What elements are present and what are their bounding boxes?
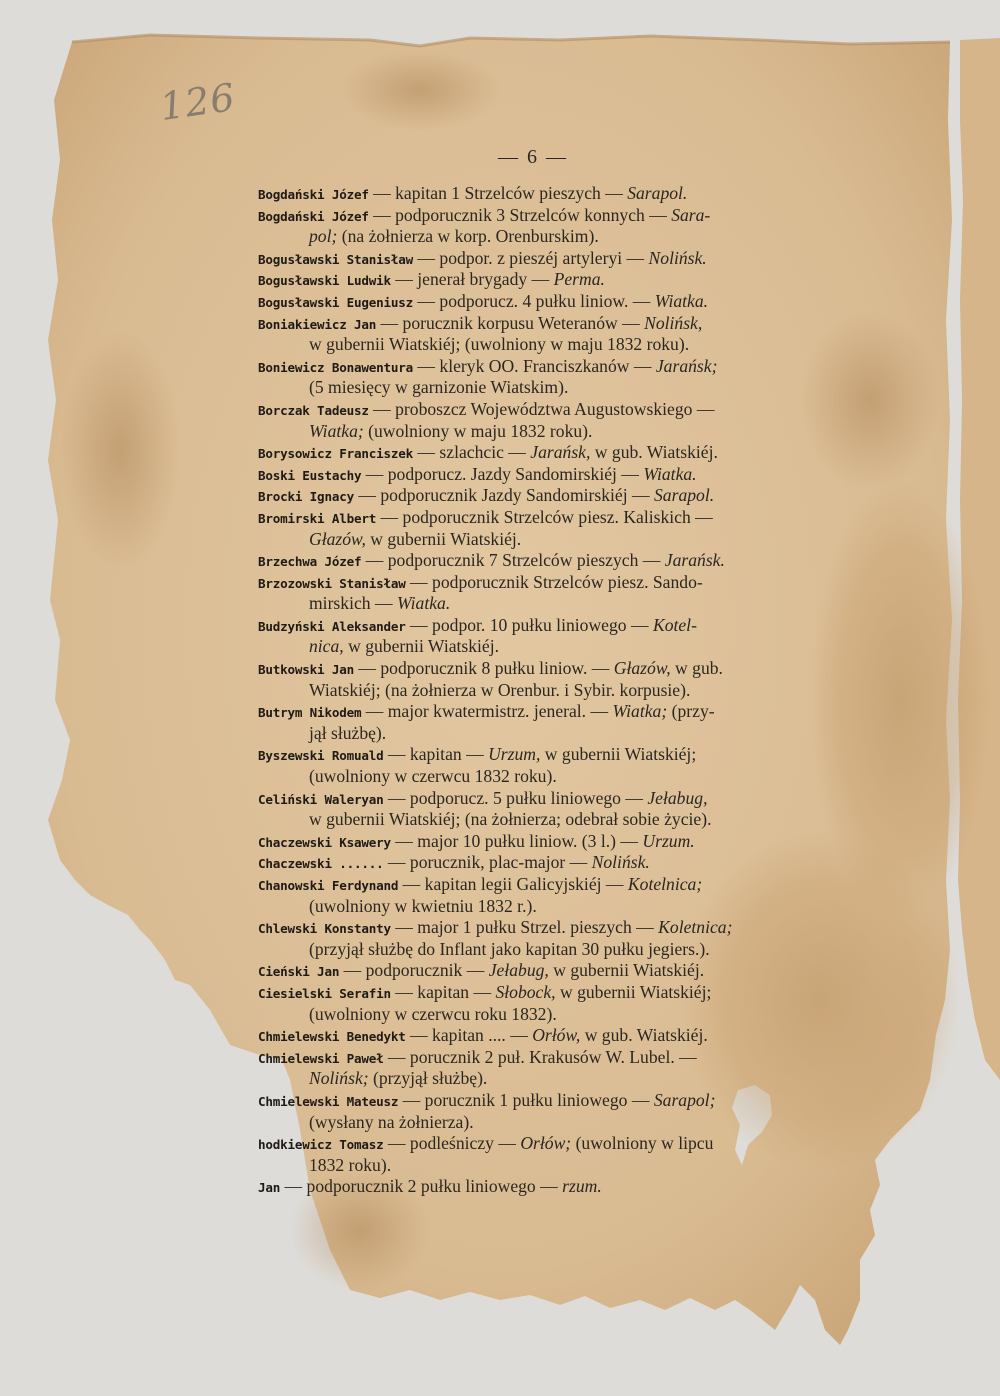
entry-line — [258, 1176, 840, 1198]
entry-text: — porucznik korpusu Weteranów — — [376, 312, 645, 333]
entry-line — [258, 788, 840, 810]
person-name: Bogusławski Ludwik — [258, 273, 391, 289]
entry-line — [258, 507, 840, 529]
entry-text: w gubernii Wiatskiéj; — [555, 981, 712, 1002]
entry-text: — podpor. z pieszéj artyleryi — — [413, 247, 649, 268]
entry-text: — major kwatermistrz. jeneral. — — [361, 701, 613, 722]
entry-text: (przyjął służbę). — [368, 1068, 488, 1089]
person-name: Jan — [258, 1180, 281, 1196]
entry-text: — podporucz. 5 pułku liniowego — — [383, 787, 648, 808]
entry-line — [258, 874, 840, 896]
entry-text: — porucznik, plac-major — — [383, 852, 592, 873]
place-name: Nolińsk. — [648, 247, 707, 268]
entry-line — [258, 658, 840, 680]
entry-text: w gub. Wiatskiéj. — [590, 442, 718, 463]
entry-continuation-line — [258, 896, 840, 918]
person-name: Bogusławski Eugeniusz — [258, 294, 414, 310]
entry-continuation-line — [258, 766, 840, 788]
entry-line — [258, 399, 840, 421]
entry-continuation-line — [258, 1004, 840, 1026]
entry-text: — podporucz. 4 pułku liniow. — — [413, 290, 655, 311]
place-name: Nolińsk; — [309, 1068, 369, 1089]
entry-line — [258, 356, 840, 378]
entry-line — [258, 831, 840, 853]
place-name: Głazów, — [309, 528, 366, 549]
place-name: Jarańsk; — [655, 355, 718, 376]
entry-line — [258, 550, 840, 572]
person-name: Bogdański Józef — [258, 208, 369, 224]
entry-text: — podpor. 10 pułku liniowego — — [405, 614, 653, 635]
person-name: Boniewicz Bonawentura — [258, 359, 414, 375]
entry-line — [258, 485, 840, 507]
entry-text: — porucznik 1 pułku liniowego — — [398, 1089, 654, 1110]
place-name: Wiatka; — [309, 420, 364, 441]
entry-text: — kapitan legii Galicyjskiéj — — [398, 874, 628, 894]
place-name: Wiatka. — [654, 290, 709, 311]
entry-continuation-line — [258, 723, 840, 745]
person-name: Budzyński Aleksander — [258, 618, 406, 634]
entry-text: (przyjął służbę do Inflant jako kapitan 30 pułku jegiers.). — [309, 938, 710, 959]
entry-text: Wiatskiéj; (na żołnierza w Orenbur. i Sybir. korpusie). — [309, 679, 691, 700]
person-name: Borysowicz Franciszek — [258, 446, 414, 462]
page-folio: — 6 — — [498, 146, 568, 168]
entry-text: w gubernii Wiatskiéj. — [343, 636, 500, 657]
entry-line — [258, 464, 840, 486]
entry-continuation-line — [258, 529, 840, 551]
place-name: pol; — [309, 226, 338, 247]
person-name: Bromirski Albert — [258, 510, 377, 526]
entry-line — [258, 982, 840, 1004]
entry-text: — podporucznik 2 pułku liniowego — — [280, 1176, 563, 1197]
entry-line — [258, 1025, 840, 1047]
entry-line — [258, 572, 840, 594]
entry-text: (uwolniony w czerwcu 1832 roku). — [309, 766, 557, 787]
person-name: Byszewski Romuald — [258, 748, 384, 764]
entry-text: w gubernii Wiatskiéj. — [548, 960, 705, 981]
entry-line — [258, 701, 840, 723]
entry-line — [258, 183, 840, 205]
entry-line — [258, 960, 840, 982]
person-name: Chmielewski Mateusz — [258, 1093, 399, 1109]
place-name: Urzum. — [642, 830, 695, 851]
entry-continuation-line — [258, 421, 840, 443]
person-name: Chaczewski Ksawery — [258, 834, 391, 850]
entry-text: (uwolniony w kwietniu 1832 r.). — [309, 895, 537, 916]
entry-continuation-line — [258, 680, 840, 702]
person-name: Brocki Ignacy — [258, 489, 354, 505]
entry-text: — kapitan — — [390, 981, 496, 1002]
entry-line — [258, 313, 840, 335]
entry-text: — kapitan — — [383, 744, 489, 765]
place-name: Głazów, — [613, 658, 671, 679]
entry-line — [258, 248, 840, 270]
entry-text: — kapitan 1 Strzelców pieszych — — [368, 183, 628, 203]
person-name: Cieński Jan — [258, 964, 340, 980]
person-name: Bogusławski Stanisław — [258, 251, 414, 267]
entry-continuation-line — [258, 939, 840, 961]
entry-line — [258, 744, 840, 766]
entry-text: — major 10 pułku liniow. (3 l.) — — [390, 830, 643, 851]
person-name: Celiński Waleryan — [258, 791, 384, 807]
place-name: Wiatka; — [612, 701, 668, 722]
entry-line — [258, 1090, 840, 1112]
entry-text: w gub. — [670, 658, 723, 679]
place-name: Kotelnica; — [627, 874, 703, 894]
person-name: Borczak Tadeusz — [258, 402, 369, 418]
place-name: Słobock, — [495, 981, 556, 1002]
entry-continuation-line — [258, 334, 840, 356]
entry-text: — podporucznik 3 Strzelców konnych — — [368, 204, 672, 225]
entry-text: mirskich — — [309, 593, 397, 614]
entry-continuation-line — [258, 593, 840, 615]
place-name: Nolińsk. — [591, 852, 650, 873]
entry-text: 1832 roku). — [309, 1154, 392, 1175]
place-name: Jarańsk, — [530, 442, 591, 463]
entry-text: — podporucznik Strzelców piesz. Kaliskich — — [376, 506, 713, 527]
entry-text: — podporucz. Jazdy Sandomirskiéj — — [361, 463, 644, 484]
place-name: Wiatka. — [396, 593, 451, 614]
place-name: Orłów; — [520, 1133, 572, 1154]
entry-line — [258, 1133, 840, 1155]
entry-continuation-line — [258, 1112, 840, 1134]
place-name: Urzum, — [488, 744, 541, 765]
entry-continuation-line — [258, 809, 840, 831]
entry-text: (na żołnierza w korp. Orenburskim). — [337, 226, 599, 247]
entry-line — [258, 1047, 840, 1069]
entry-line — [258, 291, 840, 313]
person-name: Chaczewski ...... — [258, 856, 384, 872]
person-name: Chanowski Ferdynand — [258, 878, 399, 893]
place-name: nica, — [309, 636, 344, 657]
entry-text: — kapitan .... — — [405, 1025, 533, 1046]
entry-text: — proboszcz Województwa Augustowskiego — — [368, 398, 715, 419]
entry-continuation-line — [258, 1068, 840, 1090]
place-name: Jełabug, — [488, 960, 549, 981]
entry-text: (uwolniony w lipcu — [571, 1133, 714, 1154]
place-name: rzum. — [562, 1176, 602, 1197]
place-name: Jarańsk. — [664, 550, 725, 571]
entry-line — [258, 442, 840, 464]
entry-text: w gubernii Wiatskiéj; (uwolniony w maju 1832 roku). — [309, 334, 690, 355]
entry-text: — jenerał brygady — — [390, 269, 554, 290]
entry-text: w gub. Wiatskiéj. — [580, 1025, 708, 1046]
entry-text: w gubernii Wiatskiéj; — [540, 744, 697, 765]
person-name: Chmielewski Benedykt — [258, 1029, 406, 1045]
place-name: Kotel- — [652, 614, 697, 635]
entry-text: — major 1 pułku Strzel. pieszych — — [390, 917, 659, 938]
place-name: Nolińsk, — [644, 312, 703, 333]
person-name: Chmielewski Paweł — [258, 1050, 384, 1066]
entry-text: — porucznik 2 puł. Krakusów W. Lubel. — — [383, 1046, 697, 1067]
entry-text: — podporucznik 8 pułku liniow. — — [353, 658, 614, 679]
person-name: Chlewski Konstanty — [258, 921, 391, 937]
entry-text: — podporucznik — — [339, 960, 489, 981]
place-name: Jełabug, — [647, 787, 708, 808]
entries-list — [258, 183, 840, 1198]
entry-text: w gubernii Wiatskiéj; (na żołnierza; odebrał sobie życie). — [309, 809, 712, 830]
entry-text: — podporucznik Jazdy Sandomirskiéj — — [353, 485, 654, 506]
pencil-page-number: 126 — [157, 74, 239, 130]
entry-text: (wysłany na żołnierza). — [309, 1111, 474, 1132]
entry-text: — podleśniczy — — [383, 1133, 521, 1154]
entry-text: jął służbę). — [309, 722, 387, 743]
person-name: Butrym Nikodem — [258, 705, 362, 721]
entry-text: (przy- — [667, 701, 715, 722]
entry-continuation-line — [258, 636, 840, 658]
person-name: Boski Eustachy — [258, 467, 362, 483]
person-name: Brzozowski Stanisław — [258, 575, 406, 591]
place-name: Sarapol; — [653, 1089, 716, 1110]
place-name: Perma. — [553, 269, 605, 290]
entry-text: — podporucznik 7 Strzelców pieszych — — [361, 550, 665, 571]
entry-text: (uwolniony w maju 1832 roku). — [363, 420, 593, 441]
place-name: Koletnica; — [658, 917, 733, 938]
entry-text: (uwolniony w czerwcu roku 1832). — [309, 1003, 557, 1024]
person-name: Brzechwa Józef — [258, 554, 362, 570]
entry-text: w gubernii Wiatskiéj. — [365, 528, 522, 549]
entry-line — [258, 852, 840, 874]
place-name: Orłów, — [532, 1025, 581, 1046]
person-name: Ciesielski Serafin — [258, 985, 391, 1001]
place-name: Sarapol. — [654, 485, 715, 506]
place-name: Wiatka. — [643, 463, 697, 484]
entry-text: — szlachcic — — [413, 442, 531, 463]
place-name: Sarapol. — [627, 183, 688, 203]
place-name: Sara- — [671, 204, 711, 225]
entry-line — [258, 205, 840, 227]
entry-text: (5 miesięcy w garnizonie Wiatskim). — [309, 377, 569, 398]
person-name: hodkiewicz Tomasz — [258, 1137, 384, 1153]
entry-line — [258, 917, 840, 939]
entry-text: — kleryk OO. Franciszkanów — — [413, 355, 656, 376]
entry-continuation-line — [258, 1155, 840, 1177]
entry-continuation-line — [258, 226, 840, 248]
entry-line — [258, 269, 840, 291]
entry-continuation-line — [258, 377, 840, 399]
entry-text: — podporucznik Strzelców piesz. Sando- — [405, 571, 703, 592]
person-name: Bogdański Józef — [258, 187, 369, 202]
person-name: Boniakiewicz Jan — [258, 316, 377, 332]
entry-line — [258, 615, 840, 637]
person-name: Butkowski Jan — [258, 662, 354, 678]
